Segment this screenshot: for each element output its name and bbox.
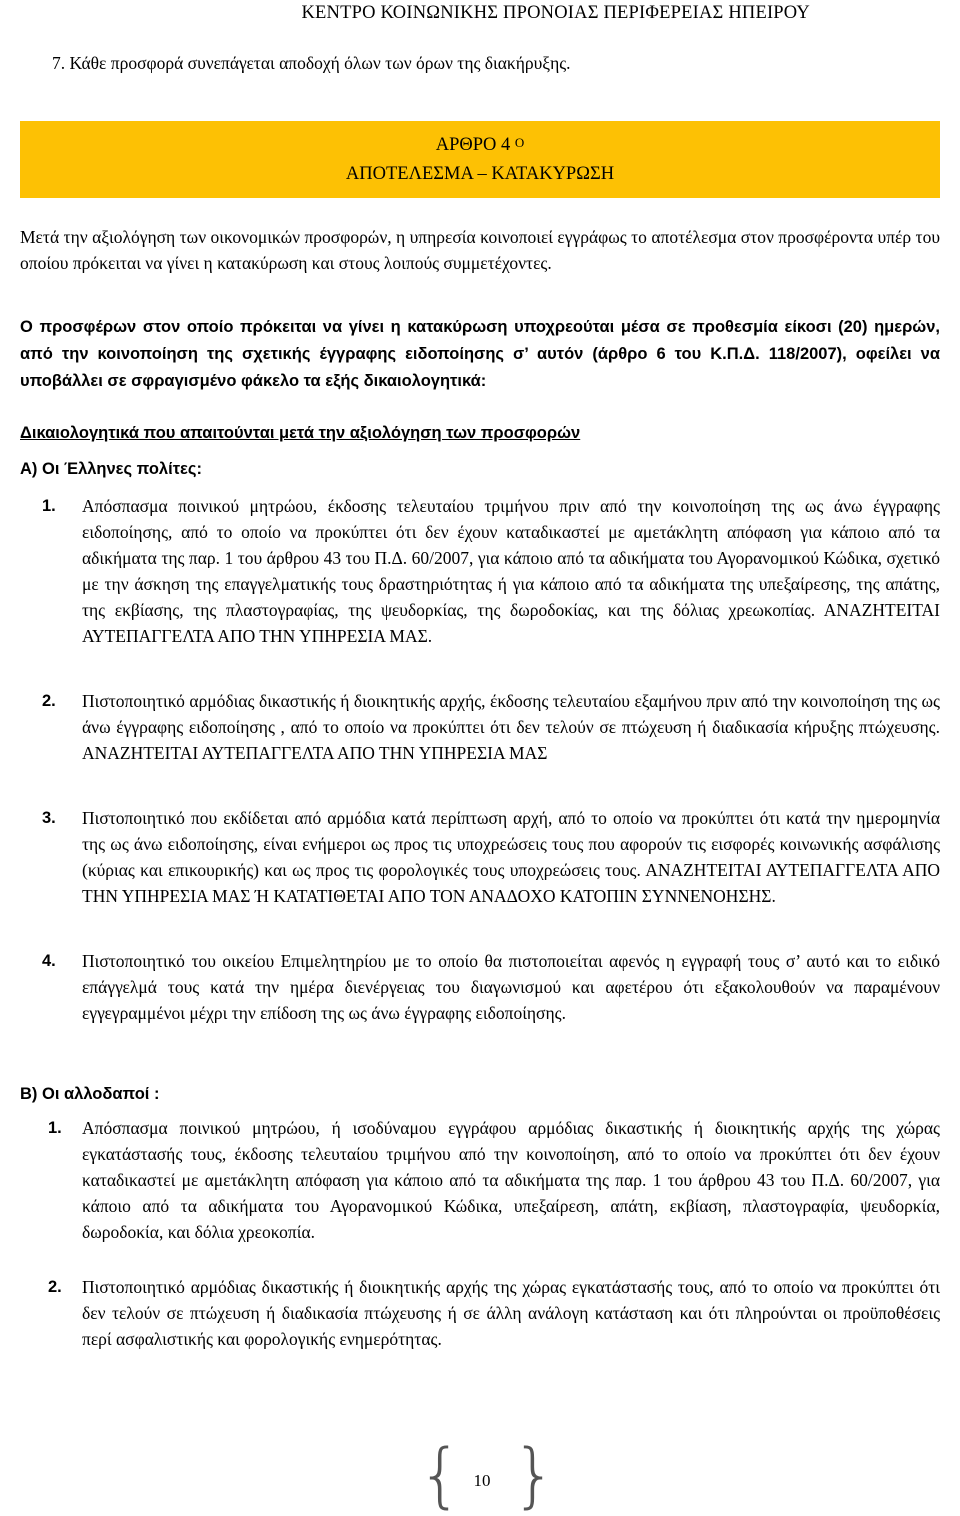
list-item-number: 1. xyxy=(48,1119,62,1137)
list-item-number: 1. xyxy=(42,497,56,515)
article-subtitle: ΑΠΟΤΕΛΕΣΜΑ – ΚΑΤΑΚΥΡΩΣΗ xyxy=(345,164,615,184)
list-item xyxy=(42,948,940,1026)
list-item-text: Πιστοποιητικό αρμόδιας δικαστικής ή διοικητικής αρχής, έκδοσης τελευταίου εξαμήνου πριν από την κοινοποίηση της ως άνω έγγραφης ειδοποίησης , από το οποίο να προκύπτει ότι δεν τελούν σε πτώχευση ή διαδικασία κήρυξης πτώχευσης. ΑΝΑΖΗΤΕΙΤΑΙ ΑΥΤΕΠΑΓΓΕΛΤΑ ΑΠΟ ΤΗΝ ΥΠΗΡΕΣΙΑ ΜΑΣ xyxy=(82,691,940,763)
list-item-number: 4. xyxy=(42,952,56,970)
list-item xyxy=(42,493,940,649)
list-item-text: Απόσπασμα ποινικού μητρώου, ή ισοδύναμου εγγράφου αρμόδιας δικαστικής ή διοικητικής αρχής της χώρας εγκατάστασής τους, έκδοσης τελευταίου τριμήνου από την κοινοποίηση, από το οποίο να προκύπτει ότι δεν έχουν καταδικαστεί με αμετάκλητη απόφαση για κάποιο από τα αδικήματα της παρ. 1 του άρθρου 43 του Π.Δ. 60/2007, για κάποιο από τα αδικήματα του Αγορανομικού Κώδικα, υπεξαίρεση, απάτη, εκβίαση, πλαστογραφία, ψευδορκία, δωροδοκία, και δόλια χρεοκοπία. xyxy=(82,1118,940,1242)
header-title: ΚΕΝΤΡΟ ΚΟΙΝΩΝΙΚΗΣ ΠΡΟΝΟΙΑΣ ΠΕΡΙΦΕΡΕΙΑΣ ΗΠΕΙΡΟΥ xyxy=(301,3,810,23)
list-item xyxy=(42,805,940,909)
article-heading-box xyxy=(20,121,940,198)
article-title: ΑΡΘΡΟ 4 $^O$ xyxy=(435,135,525,155)
list-item-text: Απόσπασμα ποινικού μητρώου, έκδοσης τελευταίου τριμήνου πριν από την κοινοποίηση της ως άνω έγγραφης ειδοποίησης, από το οποίο να προκύπτει ότι δεν έχουν καταδικαστεί με αμετάκλητη απόφαση για κάποιο από τα αδικήματα της παρ. 1 του άρθρου 43 του Π.Δ. 60/2007, για κάποιο από τα αδικήματα του Αγορανομικού Κώδικα, σχετικό με την άσκηση της επαγγελματικής τους δραστηριότητας ή για κάποιο από τα αδικήματα της υπεξαίρεσης, της απάτης, της εκβίασης, της πλαστογραφίας, της ψευδορκίας, της δωροδοκίας, και της δόλιας χρεωκοπίας. ΑΝΑΖΗΤΕΙΤΑΙ ΑΥΤΕΠΑΓΓΕΛΤΑ ΑΠΟ ΤΗΝ ΥΠΗΡΕΣΙΑ ΜΑΣ. xyxy=(82,496,940,646)
paragraph-obligation: Ο προσφέρων στον οποίο πρόκειται να γίνει η κατακύρωση υποχρεούται μέσα σε προθεσμία είκοσι (20) ημερών, από την κοινοποίηση της σχετικής έγγραφης ειδοποίησης σ’ αυτόν (άρθρο 6 του Κ.Π.Δ. 118/2007), οφείλει να υποβάλλει σε σφραγισμένο φάκελο τα εξής δικαιολογητικά: xyxy=(20,318,940,390)
list-item-number: 3. xyxy=(42,809,56,827)
right-brace-icon: } xyxy=(512,1434,557,1516)
list-item-text: Πιστοποιητικό αρμόδιας δικαστικής ή διοικητικής αρχής της χώρας εγκατάστασής τους, από το οποίο να προκύπτει ότι δεν τελούν σε πτώχευση ή διαδικασία πτώχευσης ή σε άλλη ανάλογη κατάσταση και ότι πληρούνται οι προϋποθέσεις περί ασφαλιστικής και φορολογικής ενημερότητας. xyxy=(82,1277,940,1349)
list-item xyxy=(42,688,940,766)
article-superscript: Ο xyxy=(514,135,525,150)
list-item xyxy=(48,1115,940,1245)
list-item-text: Πιστοποιητικό που εκδίδεται από αρμόδια κατά περίπτωση αρχή, από το οποίο να προκύπτει ότι κατά την ημερομηνία της ως άνω ειδοποίησης, είναι ενήμεροι ως προς τις υποχρεώσεις τους που αφορούν τις εισφορές κοινωνικής ασφάλισης (κύριας και επικουρικής) και ως προς τις φορολογικές τους υποχρεώσεις τους. ΑΝΑΖΗΤΕΙΤΑΙ ΑΥΤΕΠΑΓΓΕΛΤΑ ΑΠΟ ΤΗΝ ΥΠΗΡΕΣΙΑ ΜΑΣ Ή ΚΑΤΑΤΙΘΕΤΑΙ ΑΠΟ ΤΟΝ ΑΝΑΔΟΧΟ ΚΑΤΟΠΙΝ ΣΥΝΝΕΝΟΗΣΗΣ. xyxy=(82,808,940,906)
group-a-heading: Α) Οι Έλληνες πολίτες: xyxy=(20,460,202,478)
list-item-text: Πιστοποιητικό του οικείου Επιμελητηρίου με το οποίο θα πιστοποιείται αφενός η εγγραφή τους σ’ αυτό και το ειδικό επάγγελμά τους κατά την ημέρα διενέργειας του διαγωνισμού και αφετέρου ότι εξακολουθούν να παραμένουν εγγεγραμμένοι μέχρι την επίδοση της ως άνω έγγραφης ειδοποίησης. xyxy=(82,951,940,1023)
page-footer xyxy=(0,1434,960,1516)
document-header xyxy=(0,0,960,26)
page-number: 10 xyxy=(473,1471,491,1490)
group-b-heading: Β) Οι αλλοδαποί : xyxy=(20,1085,160,1103)
list-item-number: 2. xyxy=(42,692,56,710)
list-item xyxy=(48,1274,940,1352)
paragraph-intro: Μετά την αξιολόγηση των οικονομικών προσφορών, η υπηρεσία κοινοποιεί εγγράφως το αποτέλεσμα στον προσφέροντα υπέρ του οποίου πρόκειται να γίνει η κατακύρωση και στους λοιπούς συμμετέχοντες. xyxy=(20,227,940,273)
intro-line: 7. Κάθε προσφορά συνεπάγεται αποδοχή όλων των όρων της διακήρυξης. xyxy=(52,53,571,73)
section-heading: Δικαιολογητικά που απαιτούνται μετά την αξιολόγηση των προσφορών xyxy=(20,424,581,442)
left-brace-icon: { xyxy=(418,1434,463,1516)
list-item-number: 2. xyxy=(48,1278,62,1296)
